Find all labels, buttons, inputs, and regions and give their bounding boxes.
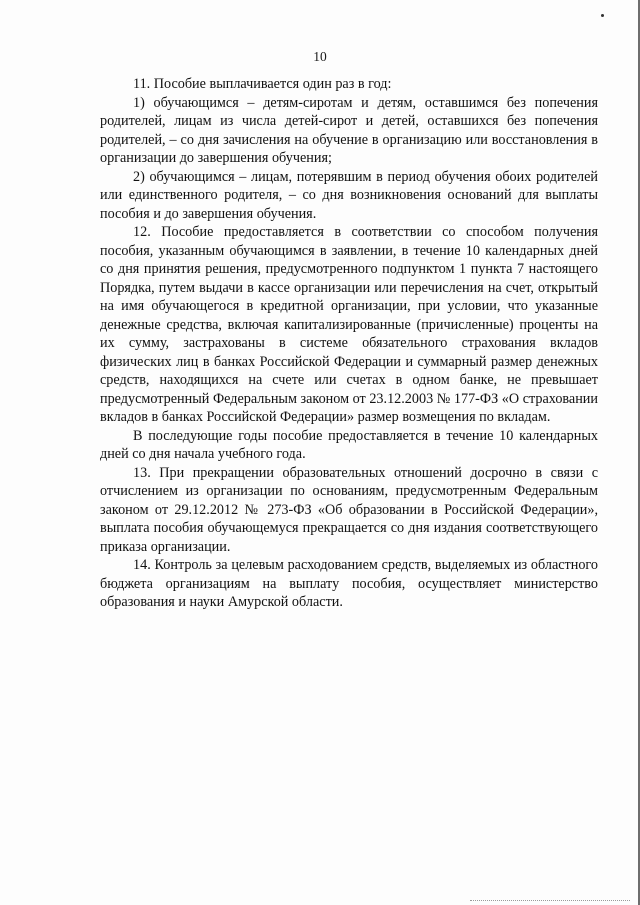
paragraph-13: 13. При прекращении образовательных отношений досрочно в связи с отчислением из организации по основаниям, предусмотренным Федеральным законом от 29.12.2012 № 273-ФЗ «Об образовании в Российской Федерации», выплата пособия обучающемуся прекращается со дня издания соответствующего приказа организации.	[100, 464, 598, 555]
paragraph-12-continuation: В последующие годы пособие предоставляется в течение 10 календарных дней со дня начала учебного года.	[100, 427, 598, 462]
scan-speck	[601, 14, 604, 17]
paragraph-12: 12. Пособие предоставляется в соответствии со способом получения пособия, указанным обучающимся в заявлении, в течение 10 календарных дней со дня принятия решения, предусмотренного подпунктом 1 пункта 7 настоящего Порядка, путем выдачи в кассе организации или перечисления на счет, открытый на имя обучающегося в кредитной организации, при условии, что указанные денежные средства, включая капитализированные (причисленные) проценты на их сумму, застрахованы в системе обязательного страхования вкладов физических лиц в банках Российской Федерации и суммарный размер денежных средств, находящихся на счете или счетах в одном банке, не превышает предусмотренный Федеральным законом от 23.12.2003 № 177-ФЗ «О страховании вкладов в банках Российской Федерации» размер возмещения по вкладам.	[100, 224, 598, 425]
paragraph-14: 14. Контроль за целевым расходованием средств, выделяемых из областного бюджета организациям на выплату пособия, осуществляет министерство образования и науки Амурской области.	[100, 557, 598, 610]
paragraph-11-item-1: 1) обучающимся – детям-сиротам и детям, оставшимся без попечения родителей, лицам из числа детей-сирот и детей, оставшихся без попечения родителей, – со дня зачисления на обучение в организацию или восстановления в организации до завершения обучения;	[100, 94, 598, 166]
page-number: 10	[313, 49, 327, 64]
scan-edge-marks	[470, 900, 630, 903]
paragraph-11: 11. Пособие выплачивается один раз в год:	[133, 76, 392, 92]
document-body	[100, 75, 598, 612]
paragraph-11-item-2: 2) обучающимся – лицам, потерявшим в период обучения обоих родителей или единственного родителя, – со дня возникновения оснований для выплаты пособия и до завершения обучения.	[100, 168, 598, 222]
